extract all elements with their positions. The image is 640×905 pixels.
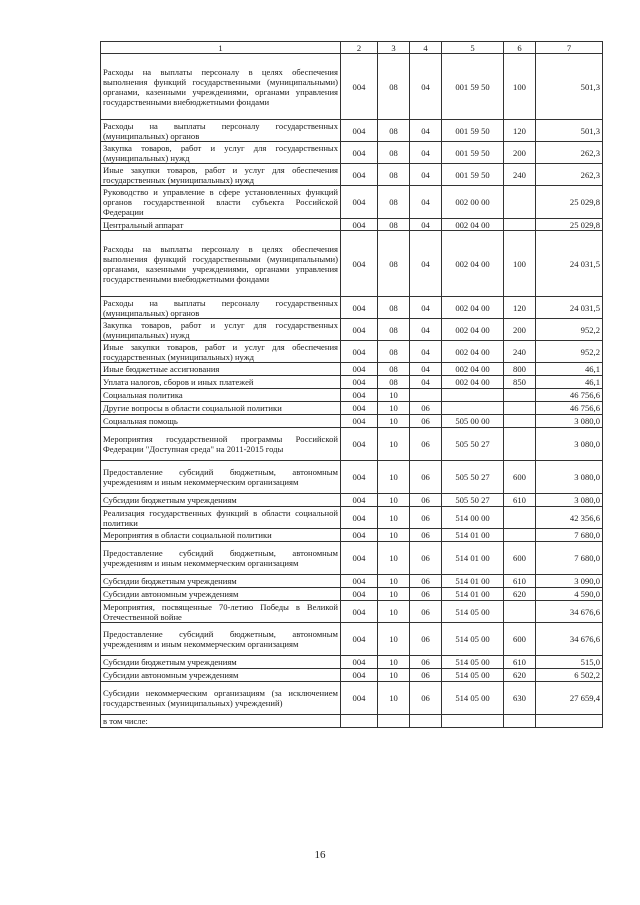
table-row bbox=[101, 389, 603, 402]
cell-subsection: 06 bbox=[410, 428, 442, 461]
column-header-4: 4 bbox=[410, 42, 442, 54]
cell-code: 004 bbox=[341, 219, 378, 231]
cell-item-name: Субсидии автономным учреждениям bbox=[101, 669, 341, 682]
cell-item-name: Иные бюджетные ассигнования bbox=[101, 363, 341, 376]
table-row bbox=[101, 363, 603, 376]
cell-item-name: Мероприятия в области социальной политики bbox=[101, 529, 341, 542]
table-row bbox=[101, 715, 603, 728]
table-header-row bbox=[101, 42, 603, 54]
cell-target-article: 002 00 00 bbox=[442, 186, 504, 219]
cell-code: 004 bbox=[341, 164, 378, 186]
cell-code: 004 bbox=[341, 575, 378, 588]
cell-amount: 3 080,0 bbox=[536, 428, 603, 461]
cell-expense-type bbox=[504, 601, 536, 623]
cell-item-name: Субсидии автономным учреждениям bbox=[101, 588, 341, 601]
cell-target-article: 002 04 00 bbox=[442, 376, 504, 389]
cell-amount: 501,3 bbox=[536, 54, 603, 120]
cell-code: 004 bbox=[341, 389, 378, 402]
cell-item-name: Расходы на выплаты персоналу государственных (муниципальных) органов bbox=[101, 120, 341, 142]
cell-subsection: 06 bbox=[410, 682, 442, 715]
cell-expense-type bbox=[504, 507, 536, 529]
cell-code: 004 bbox=[341, 656, 378, 669]
cell-item-name: Иные закупки товаров, работ и услуг для обеспечения государственных (муниципальных) нужд bbox=[101, 164, 341, 186]
cell-expense-type: 100 bbox=[504, 54, 536, 120]
cell-code: 004 bbox=[341, 682, 378, 715]
cell-code: 004 bbox=[341, 341, 378, 363]
cell-subsection: 06 bbox=[410, 575, 442, 588]
cell-expense-type bbox=[504, 186, 536, 219]
table-row bbox=[101, 588, 603, 601]
cell-subsection: 04 bbox=[410, 142, 442, 164]
cell-target-article: 001 59 50 bbox=[442, 54, 504, 120]
cell-subsection: 04 bbox=[410, 120, 442, 142]
cell-section: 10 bbox=[378, 623, 410, 656]
cell-subsection: 04 bbox=[410, 164, 442, 186]
cell-section: 10 bbox=[378, 415, 410, 428]
table-row bbox=[101, 54, 603, 120]
cell-item-name: Центральный аппарат bbox=[101, 219, 341, 231]
cell-target-article bbox=[442, 715, 504, 728]
cell-code: 004 bbox=[341, 186, 378, 219]
cell-item-name: Предоставление субсидий бюджетным, автономным учреждениям и иным некоммерческим организациям bbox=[101, 542, 341, 575]
cell-amount: 24 031,5 bbox=[536, 231, 603, 297]
cell-item-name: Социальная политика bbox=[101, 389, 341, 402]
cell-target-article: 505 50 27 bbox=[442, 461, 504, 494]
cell-item-name: Предоставление субсидий бюджетным, автономным учреждениям и иным некоммерческим организациям bbox=[101, 461, 341, 494]
column-header-2: 2 bbox=[341, 42, 378, 54]
cell-section: 10 bbox=[378, 402, 410, 415]
cell-expense-type: 120 bbox=[504, 297, 536, 319]
cell-subsection: 04 bbox=[410, 297, 442, 319]
cell-target-article: 514 01 00 bbox=[442, 542, 504, 575]
table-row bbox=[101, 494, 603, 507]
cell-subsection: 06 bbox=[410, 669, 442, 682]
cell-item-name: Субсидии некоммерческим организациям (за исключением государственных (муниципальных) учреждений) bbox=[101, 682, 341, 715]
cell-subsection: 06 bbox=[410, 529, 442, 542]
cell-section bbox=[378, 715, 410, 728]
table-row bbox=[101, 507, 603, 529]
cell-section: 08 bbox=[378, 341, 410, 363]
table-row bbox=[101, 415, 603, 428]
cell-amount: 3 080,0 bbox=[536, 461, 603, 494]
cell-amount: 501,3 bbox=[536, 120, 603, 142]
cell-code: 004 bbox=[341, 623, 378, 656]
cell-code: 004 bbox=[341, 588, 378, 601]
cell-target-article: 514 05 00 bbox=[442, 682, 504, 715]
cell-subsection: 06 bbox=[410, 656, 442, 669]
column-header-6: 6 bbox=[504, 42, 536, 54]
cell-item-name: Субсидии бюджетным учреждениям bbox=[101, 575, 341, 588]
table-row bbox=[101, 461, 603, 494]
cell-target-article: 002 04 00 bbox=[442, 341, 504, 363]
cell-code: 004 bbox=[341, 542, 378, 575]
cell-expense-type bbox=[504, 415, 536, 428]
cell-section: 10 bbox=[378, 656, 410, 669]
cell-target-article: 505 50 27 bbox=[442, 494, 504, 507]
cell-code: 004 bbox=[341, 402, 378, 415]
table-row bbox=[101, 575, 603, 588]
cell-subsection bbox=[410, 715, 442, 728]
table-row bbox=[101, 164, 603, 186]
cell-section: 10 bbox=[378, 575, 410, 588]
cell-section: 10 bbox=[378, 682, 410, 715]
cell-code: 004 bbox=[341, 461, 378, 494]
cell-section: 08 bbox=[378, 231, 410, 297]
cell-amount: 46,1 bbox=[536, 376, 603, 389]
cell-item-name: Руководство и управление в сфере установленных функций органов государственной власти субъекта Российской Федерации bbox=[101, 186, 341, 219]
cell-section: 10 bbox=[378, 507, 410, 529]
cell-section: 10 bbox=[378, 494, 410, 507]
cell-item-name: Мероприятия государственной программы Российской Федерации "Доступная среда" на 2011-2015 годы bbox=[101, 428, 341, 461]
cell-subsection: 04 bbox=[410, 319, 442, 341]
cell-item-name: Расходы на выплаты персоналу государственных (муниципальных) органов bbox=[101, 297, 341, 319]
cell-expense-type: 610 bbox=[504, 575, 536, 588]
cell-expense-type bbox=[504, 389, 536, 402]
cell-target-article: 002 04 00 bbox=[442, 231, 504, 297]
cell-subsection: 06 bbox=[410, 402, 442, 415]
cell-amount: 46 756,6 bbox=[536, 402, 603, 415]
cell-amount: 952,2 bbox=[536, 341, 603, 363]
cell-target-article: 001 59 50 bbox=[442, 142, 504, 164]
column-header-1: 1 bbox=[101, 42, 341, 54]
cell-item-name: Реализация государственных функций в области социальной политики bbox=[101, 507, 341, 529]
cell-target-article: 001 59 50 bbox=[442, 164, 504, 186]
cell-subsection bbox=[410, 389, 442, 402]
cell-expense-type: 620 bbox=[504, 669, 536, 682]
cell-target-article: 514 01 00 bbox=[442, 529, 504, 542]
cell-section: 08 bbox=[378, 376, 410, 389]
cell-code: 004 bbox=[341, 54, 378, 120]
cell-item-name: Предоставление субсидий бюджетным, автономным учреждениям и иным некоммерческим организациям bbox=[101, 623, 341, 656]
cell-item-name: в том числе: bbox=[101, 715, 341, 728]
cell-code: 004 bbox=[341, 494, 378, 507]
cell-target-article: 001 59 50 bbox=[442, 120, 504, 142]
cell-subsection: 06 bbox=[410, 415, 442, 428]
cell-section: 08 bbox=[378, 363, 410, 376]
cell-code: 004 bbox=[341, 319, 378, 341]
cell-code: 004 bbox=[341, 363, 378, 376]
cell-item-name: Расходы на выплаты персоналу в целях обеспечения выполнения функций государственными (муниципальными) органами, казенными учреждениями, органами управления государственными внебюджетными фондами bbox=[101, 54, 341, 120]
cell-expense-type: 200 bbox=[504, 319, 536, 341]
cell-expense-type: 100 bbox=[504, 231, 536, 297]
cell-target-article: 514 05 00 bbox=[442, 656, 504, 669]
cell-item-name: Иные закупки товаров, работ и услуг для обеспечения государственных (муниципальных) нужд bbox=[101, 341, 341, 363]
cell-amount: 24 031,5 bbox=[536, 297, 603, 319]
cell-target-article: 514 05 00 bbox=[442, 601, 504, 623]
cell-amount: 46 756,6 bbox=[536, 389, 603, 402]
cell-code: 004 bbox=[341, 529, 378, 542]
cell-code: 004 bbox=[341, 415, 378, 428]
budget-table bbox=[100, 41, 603, 728]
table-row bbox=[101, 428, 603, 461]
cell-target-article: 505 50 27 bbox=[442, 428, 504, 461]
table-row bbox=[101, 231, 603, 297]
cell-amount: 34 676,6 bbox=[536, 601, 603, 623]
table-body bbox=[101, 54, 603, 728]
table-row bbox=[101, 669, 603, 682]
cell-section: 10 bbox=[378, 669, 410, 682]
cell-section: 10 bbox=[378, 428, 410, 461]
cell-expense-type: 800 bbox=[504, 363, 536, 376]
cell-amount: 262,3 bbox=[536, 142, 603, 164]
cell-target-article: 002 04 00 bbox=[442, 363, 504, 376]
cell-expense-type bbox=[504, 715, 536, 728]
cell-expense-type: 600 bbox=[504, 461, 536, 494]
cell-expense-type bbox=[504, 529, 536, 542]
cell-expense-type: 200 bbox=[504, 142, 536, 164]
page-number: 16 bbox=[314, 849, 326, 861]
cell-target-article: 002 04 00 bbox=[442, 219, 504, 231]
cell-target-article: 505 00 00 bbox=[442, 415, 504, 428]
cell-code: 004 bbox=[341, 231, 378, 297]
cell-expense-type bbox=[504, 402, 536, 415]
cell-expense-type bbox=[504, 428, 536, 461]
cell-amount: 42 356,6 bbox=[536, 507, 603, 529]
cell-expense-type: 630 bbox=[504, 682, 536, 715]
cell-item-name: Субсидии бюджетным учреждениям bbox=[101, 494, 341, 507]
cell-amount: 7 680,0 bbox=[536, 542, 603, 575]
cell-expense-type: 850 bbox=[504, 376, 536, 389]
cell-code: 004 bbox=[341, 428, 378, 461]
cell-section: 10 bbox=[378, 461, 410, 494]
cell-expense-type: 600 bbox=[504, 623, 536, 656]
cell-target-article: 002 04 00 bbox=[442, 297, 504, 319]
cell-target-article: 514 01 00 bbox=[442, 588, 504, 601]
cell-target-article: 514 01 00 bbox=[442, 575, 504, 588]
table-row bbox=[101, 341, 603, 363]
cell-amount: 7 680,0 bbox=[536, 529, 603, 542]
cell-section: 08 bbox=[378, 54, 410, 120]
cell-subsection: 04 bbox=[410, 341, 442, 363]
cell-item-name: Субсидии бюджетным учреждениям bbox=[101, 656, 341, 669]
cell-subsection: 06 bbox=[410, 461, 442, 494]
cell-section: 08 bbox=[378, 219, 410, 231]
table-row bbox=[101, 623, 603, 656]
cell-amount: 6 502,2 bbox=[536, 669, 603, 682]
table-row bbox=[101, 542, 603, 575]
table-row bbox=[101, 402, 603, 415]
cell-subsection: 06 bbox=[410, 494, 442, 507]
cell-expense-type: 240 bbox=[504, 341, 536, 363]
cell-subsection: 04 bbox=[410, 186, 442, 219]
cell-section: 10 bbox=[378, 529, 410, 542]
cell-subsection: 06 bbox=[410, 542, 442, 575]
cell-expense-type bbox=[504, 219, 536, 231]
table-row bbox=[101, 142, 603, 164]
cell-amount: 4 590,0 bbox=[536, 588, 603, 601]
cell-amount: 262,3 bbox=[536, 164, 603, 186]
cell-amount: 3 080,0 bbox=[536, 415, 603, 428]
cell-amount bbox=[536, 715, 603, 728]
cell-subsection: 04 bbox=[410, 219, 442, 231]
table-row bbox=[101, 297, 603, 319]
table-row bbox=[101, 120, 603, 142]
cell-code: 004 bbox=[341, 669, 378, 682]
cell-subsection: 06 bbox=[410, 601, 442, 623]
table-row bbox=[101, 376, 603, 389]
cell-subsection: 04 bbox=[410, 376, 442, 389]
column-header-3: 3 bbox=[378, 42, 410, 54]
cell-section: 08 bbox=[378, 297, 410, 319]
cell-amount: 34 676,6 bbox=[536, 623, 603, 656]
cell-target-article: 514 05 00 bbox=[442, 669, 504, 682]
cell-item-name: Расходы на выплаты персоналу в целях обеспечения выполнения функций государственными (муниципальными) органами, казенными учреждениями, органами управления государственными внебюджетными фондами bbox=[101, 231, 341, 297]
cell-subsection: 04 bbox=[410, 231, 442, 297]
cell-target-article: 514 05 00 bbox=[442, 623, 504, 656]
cell-amount: 952,2 bbox=[536, 319, 603, 341]
cell-section: 08 bbox=[378, 120, 410, 142]
cell-section: 10 bbox=[378, 542, 410, 575]
cell-code: 004 bbox=[341, 297, 378, 319]
cell-item-name: Закупка товаров, работ и услуг для государственных (муниципальных) нужд bbox=[101, 319, 341, 341]
column-header-7: 7 bbox=[536, 42, 603, 54]
cell-subsection: 04 bbox=[410, 363, 442, 376]
cell-section: 08 bbox=[378, 186, 410, 219]
cell-expense-type: 610 bbox=[504, 494, 536, 507]
cell-item-name: Мероприятия, посвященные 70-летию Победы в Великой Отечественной войне bbox=[101, 601, 341, 623]
cell-subsection: 06 bbox=[410, 507, 442, 529]
cell-target-article: 514 00 00 bbox=[442, 507, 504, 529]
cell-item-name: Уплата налогов, сборов и иных платежей bbox=[101, 376, 341, 389]
cell-target-article: 002 04 00 bbox=[442, 319, 504, 341]
cell-code: 004 bbox=[341, 601, 378, 623]
table-row bbox=[101, 601, 603, 623]
cell-expense-type: 600 bbox=[504, 542, 536, 575]
cell-subsection: 04 bbox=[410, 54, 442, 120]
cell-amount: 27 659,4 bbox=[536, 682, 603, 715]
cell-amount: 3 080,0 bbox=[536, 494, 603, 507]
table-row bbox=[101, 219, 603, 231]
cell-expense-type: 120 bbox=[504, 120, 536, 142]
cell-code: 004 bbox=[341, 120, 378, 142]
cell-section: 08 bbox=[378, 142, 410, 164]
column-header-5: 5 bbox=[442, 42, 504, 54]
cell-target-article bbox=[442, 402, 504, 415]
table-row bbox=[101, 529, 603, 542]
cell-section: 08 bbox=[378, 164, 410, 186]
cell-amount: 515,0 bbox=[536, 656, 603, 669]
cell-code bbox=[341, 715, 378, 728]
cell-code: 004 bbox=[341, 376, 378, 389]
cell-amount: 25 029,8 bbox=[536, 219, 603, 231]
cell-section: 10 bbox=[378, 389, 410, 402]
cell-item-name: Закупка товаров, работ и услуг для государственных (муниципальных) нужд bbox=[101, 142, 341, 164]
cell-item-name: Другие вопросы в области социальной политики bbox=[101, 402, 341, 415]
cell-target-article bbox=[442, 389, 504, 402]
cell-expense-type: 620 bbox=[504, 588, 536, 601]
table-row bbox=[101, 319, 603, 341]
table-row bbox=[101, 682, 603, 715]
cell-code: 004 bbox=[341, 507, 378, 529]
cell-section: 10 bbox=[378, 601, 410, 623]
cell-amount: 46,1 bbox=[536, 363, 603, 376]
table-row bbox=[101, 186, 603, 219]
cell-expense-type: 610 bbox=[504, 656, 536, 669]
cell-expense-type: 240 bbox=[504, 164, 536, 186]
cell-subsection: 06 bbox=[410, 623, 442, 656]
cell-section: 08 bbox=[378, 319, 410, 341]
cell-code: 004 bbox=[341, 142, 378, 164]
cell-section: 10 bbox=[378, 588, 410, 601]
cell-subsection: 06 bbox=[410, 588, 442, 601]
cell-amount: 25 029,8 bbox=[536, 186, 603, 219]
cell-item-name: Социальная помощь bbox=[101, 415, 341, 428]
table-row bbox=[101, 656, 603, 669]
cell-amount: 3 090,0 bbox=[536, 575, 603, 588]
